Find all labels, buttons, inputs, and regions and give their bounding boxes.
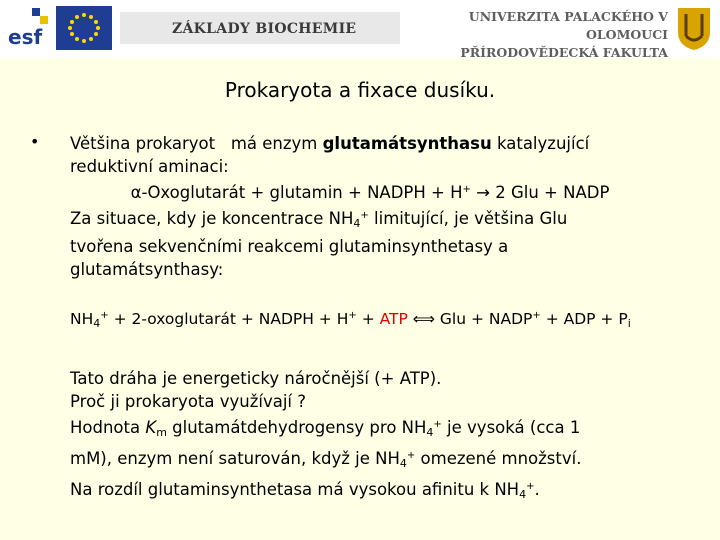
atp-label: ATP: [379, 310, 408, 328]
header-banner: [0, 0, 720, 58]
paragraph-3-line-5: Na rozdíl glutaminsynthetasa má vysokou afinitu k $NH_4^+$.: [70, 480, 540, 501]
paragraph-3-line-3: Hodnota $K_m$ glutamátdehydrogensy pro $NH_4^+$ je vysoká (cca 1: [70, 418, 581, 439]
esf-logo: [6, 6, 50, 50]
slide-title: Prokaryota a fixace dusíku.: [224, 78, 496, 102]
double-arrow-icon: ⟺: [407, 310, 440, 328]
project-name: ZÁKLADY BIOCHEMIE: [172, 21, 357, 37]
arrow-icon: →: [470, 183, 496, 202]
upol-crest-icon: [676, 6, 712, 52]
slide-body: [70, 132, 670, 506]
paragraph-2-line-3: glutamátsynthasy:: [70, 260, 224, 279]
university-line-1: UNIVERZITA PALACKÉHO V OLOMOUCI: [468, 9, 668, 42]
paragraph-2-line-1: Za situace, kdy je koncentrace $NH_4^+$ limitující, je většina Glu: [70, 209, 568, 230]
university-name: [406, 8, 668, 60]
paragraph-1-line-1: Většina prokaryot má enzym glutamátsynthasu katalyzující: [70, 134, 590, 153]
svg-text:esf: esf: [8, 25, 43, 49]
paragraph-1-line-2: reduktivní aminaci:: [70, 157, 229, 176]
paragraph-2-line-2: tvořena sekvenčními reakcemi glutaminsynthetasy a: [70, 237, 509, 256]
paragraph-3-line-4: mM), enzym není saturován, když je $NH_4^+$ omezené množství.: [70, 449, 582, 470]
enzyme-name: glutamátsynthasu: [322, 134, 492, 153]
equation-2: $NH_4^+$ + 2-oxoglutarát + NADPH + H+ + ATP ⟺ Glu + NADP+ + ADP + $P_i$: [70, 310, 631, 330]
eu-flag-icon: [56, 6, 112, 50]
paragraph-3-line-1: Tato dráha je energeticky náročnější (+ ATP).: [70, 369, 442, 388]
equation-1: α-Oxoglutarát + glutamin + NADPH + H+ → 2 Glu + NADP: [130, 183, 610, 202]
bullet-marker: •: [30, 132, 40, 151]
paragraph-3-line-2: Proč ji prokaryota využívají ?: [70, 392, 307, 411]
university-line-2: PŘÍRODOVĚDECKÁ FAKULTA: [460, 45, 668, 60]
